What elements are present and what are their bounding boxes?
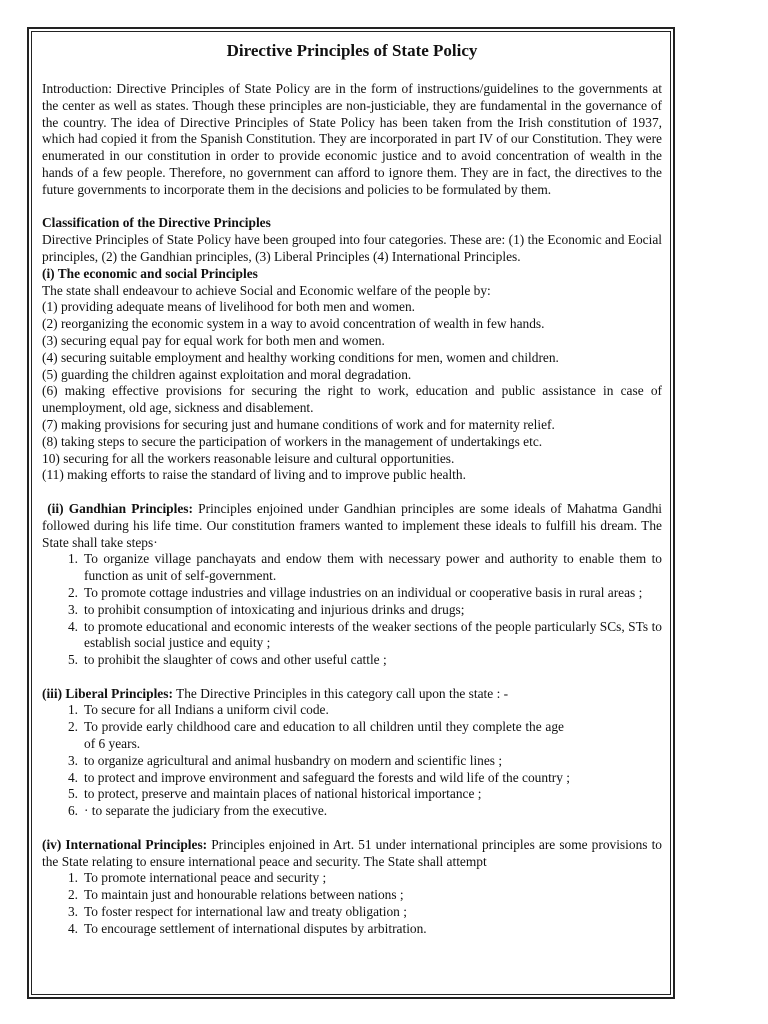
liberal-list [42, 702, 662, 820]
intro-paragraph: Introduction: Directive Principles of State Policy are in the form of instructions/guidelines to the governments at the center as well as states. Though these principles are non-justiciable, they are fundamental in the governance of the country. The idea of Directive Principles of State Policy has been taken from the Irish constitution of 1937, which had copied it from the Spanish Constitution. They are incorporated in part IV of our Constitution. They were enumerated in our constitution in order to provide economic justice and to avoid concentration of wealth in the hands of a few people. Therefore, no government can afford to ignore them. They are in fact, the directives to the future governments to incorporate them in the decisions and policies to be formulated by them. [42, 81, 662, 197]
list-item: (5) guarding the children against exploitation and moral degradation. [42, 366, 412, 382]
economic-heading: (i) The economic and social Principles [42, 265, 258, 281]
list-item: 2. To promote cottage industries and village industries on an individual or cooperative basis in rural areas ; [67, 584, 643, 600]
gandhian-list [42, 551, 662, 669]
economic-intro: The state shall endeavour to achieve Social and Economic welfare of the people by: [42, 282, 491, 298]
list-item: (3) securing equal pay for equal work for both men and women. [42, 332, 385, 348]
list-item: 2. To provide early childhood care and education to all children until they complete the age of 6 years. [67, 719, 564, 752]
list-item: 6. · to separate the judiciary from the executive. [67, 803, 328, 819]
list-item: 5. to protect, preserve and maintain places of national historical importance ; [67, 786, 482, 802]
economic-list [42, 299, 662, 484]
list-item: 10) securing for all the workers reasonable leisure and cultural opportunities. [42, 450, 455, 466]
document-title: Directive Principles of State Policy [226, 41, 478, 60]
list-item: (11) making efforts to raise the standard of living and to improve public health. [42, 467, 466, 483]
list-item: (2) reorganizing the economic system in a way to avoid concentration of wealth in few hands. [42, 316, 545, 332]
list-item: 4. To encourage settlement of international disputes by arbitration. [67, 920, 427, 936]
document-page [42, 40, 662, 938]
list-item: 1. To promote international peace and security ; [67, 870, 327, 886]
list-item: 3. to prohibit consumption of intoxicating and injurious drinks and drugs; [67, 601, 465, 617]
liberal-paragraph [42, 686, 662, 703]
list-item: 4. to protect and improve environment and safeguard the forests and wild life of the country ; [67, 769, 571, 785]
list-item: 2. To maintain just and honourable relations between nations ; [67, 887, 404, 903]
list-item: (6) making effective provisions for securing the right to work, education and public assistance in case of unemployment, old age, sickness and disablement. [42, 383, 662, 416]
list-item: 3. To foster respect for international law and treaty obligation ; [67, 904, 407, 920]
gandhian-paragraph [42, 501, 662, 551]
list-item: 3. to organize agricultural and animal husbandry on modern and scientific lines ; [67, 752, 503, 768]
international-list [42, 870, 662, 937]
gandhian-heading: (ii) Gandhian Principles: [47, 500, 193, 516]
list-item: (8) taking steps to secure the participation of workers in the management of undertakings etc. [42, 433, 543, 449]
classification-heading: Classification of the Directive Principles [42, 215, 271, 231]
list-item: 4. to promote educational and economic interests of the weaker sections of the people particularly SCs, STs to establish social justice and equity ; [67, 618, 662, 651]
list-item: (7) making provisions for securing just and humane conditions of work and for maternity relief. [42, 416, 555, 432]
gandhian-intro: Principles enjoined under Gandhian principles are some ideals of Mahatma Gandhi followed during his life time. Our constitution framers wanted to implement these ideals to fulfill his dream. The State shall take steps· [42, 500, 662, 550]
list-item: (1) providing adequate means of livelihood for both men and women. [42, 299, 415, 315]
list-item: (4) securing suitable employment and healthy working conditions for men, women and children. [42, 349, 559, 365]
international-paragraph [42, 837, 662, 871]
list-item: 5. to prohibit the slaughter of cows and other useful cattle ; [67, 652, 387, 668]
classification-text: Directive Principles of State Policy have been grouped into four categories. These are: (1) the Economic and Eocial principles, (2) the Gandhian principles, (3) Liberal Principles (4) International Principles. [42, 232, 662, 264]
list-item: 1. To organize village panchayats and endow them with necessary power and authority to enable them to function as unit of self-government. [67, 551, 662, 584]
liberal-heading: (iii) Liberal Principles: [42, 685, 173, 701]
list-item: 1. To secure for all Indians a uniform civil code. [67, 702, 329, 718]
international-intro: Principles enjoined in Art. 51 under international principles are some provisions to the State relating to ensure international peace and security. The State shall attempt [42, 836, 662, 869]
liberal-intro: The Directive Principles in this category call upon the state : - [176, 685, 509, 701]
international-heading: (iv) International Principles: [42, 836, 208, 852]
